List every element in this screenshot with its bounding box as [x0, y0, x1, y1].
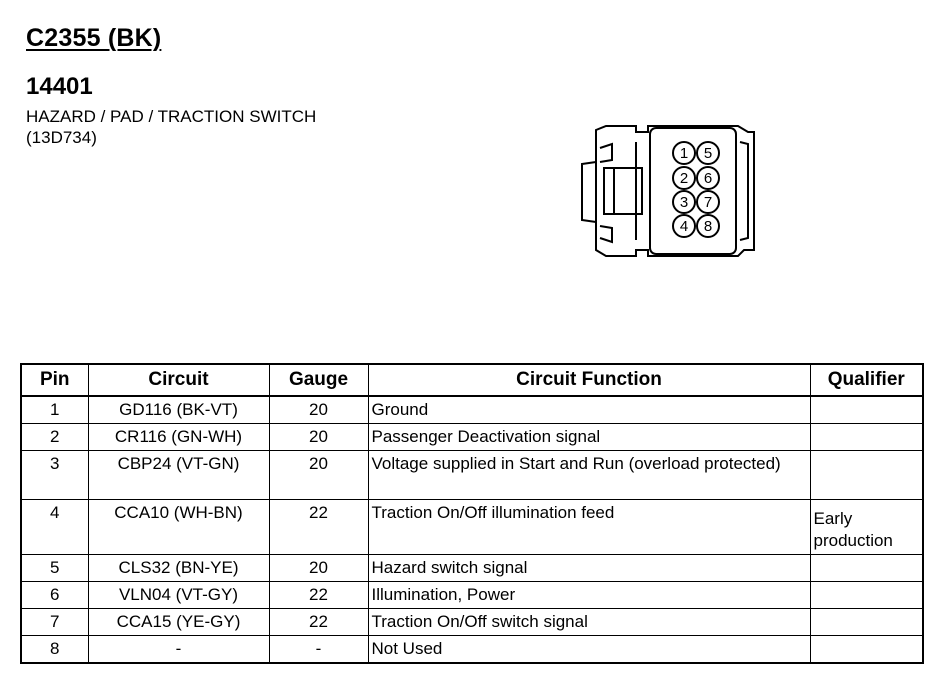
table-row: [21, 396, 923, 424]
cell-function: Illumination, Power: [368, 582, 810, 609]
cell-circuit: CR116 (GN-WH): [88, 424, 269, 451]
table-row: [21, 555, 923, 582]
cell-gauge: -: [269, 636, 368, 664]
cell-pin: 8: [21, 636, 88, 664]
cell-pin: 7: [21, 609, 88, 636]
cell-function: Traction On/Off switch signal: [368, 609, 810, 636]
cell-qualifier: [810, 636, 923, 664]
header-circuit-function: Circuit Function: [368, 364, 810, 396]
cell-function: Hazard switch signal: [368, 555, 810, 582]
cell-pin: 1: [21, 396, 88, 424]
cell-gauge: 20: [269, 555, 368, 582]
table-header-row: [21, 364, 923, 396]
cell-circuit: CCA15 (YE-GY): [88, 609, 269, 636]
connector-face-diagram: [578, 122, 762, 262]
description-name: HAZARD / PAD / TRACTION SWITCH: [26, 107, 317, 126]
component-description: [26, 106, 316, 148]
cell-function: Ground: [368, 396, 810, 424]
cell-gauge: 20: [269, 451, 368, 500]
latch-outline: [582, 162, 596, 222]
cell-qualifier: [810, 609, 923, 636]
cell-qualifier: Early production: [810, 500, 923, 555]
cell-pin: 3: [21, 451, 88, 500]
table-row: [21, 609, 923, 636]
cell-gauge: 22: [269, 609, 368, 636]
table-row: [21, 582, 923, 609]
cell-qualifier: [810, 424, 923, 451]
cell-function: Traction On/Off illumination feed: [368, 500, 810, 555]
cell-circuit: CLS32 (BN-YE): [88, 555, 269, 582]
cell-pin: 6: [21, 582, 88, 609]
cell-circuit: GD116 (BK-VT): [88, 396, 269, 424]
pin-label-2: 2: [679, 170, 689, 187]
pin-assignment-table: [20, 363, 924, 664]
cell-circuit: -: [88, 636, 269, 664]
pin-label-8: 8: [703, 218, 713, 235]
cell-qualifier: [810, 555, 923, 582]
part-number: 14401: [26, 73, 93, 100]
cell-circuit: VLN04 (VT-GY): [88, 582, 269, 609]
cell-function: Voltage supplied in Start and Run (overload protected): [368, 451, 810, 500]
cell-circuit: CBP24 (VT-GN): [88, 451, 269, 500]
connector-id-title: C2355 (BK): [26, 24, 162, 52]
cell-gauge: 22: [269, 582, 368, 609]
cell-gauge: 20: [269, 424, 368, 451]
cell-function: Passenger Deactivation signal: [368, 424, 810, 451]
pin-label-7: 7: [703, 194, 713, 211]
header-pin: Pin: [21, 364, 88, 396]
cell-gauge: 20: [269, 396, 368, 424]
header-circuit: Circuit: [88, 364, 269, 396]
cell-function: Not Used: [368, 636, 810, 664]
pin-label-1: 1: [679, 145, 689, 162]
header-qualifier: Qualifier: [810, 364, 923, 396]
cell-qualifier: [810, 582, 923, 609]
pin-label-3: 3: [679, 194, 689, 211]
description-code: (13D734): [26, 128, 97, 147]
table-row: [21, 451, 923, 500]
table-row: [21, 500, 923, 555]
cell-pin: 2: [21, 424, 88, 451]
cell-pin: 4: [21, 500, 88, 555]
table-row: [21, 636, 923, 664]
pin-label-5: 5: [703, 145, 713, 162]
cell-qualifier: [810, 451, 923, 500]
cell-pin: 5: [21, 555, 88, 582]
table-row: [21, 424, 923, 451]
cell-circuit: CCA10 (WH-BN): [88, 500, 269, 555]
pin-label-6: 6: [703, 170, 713, 187]
pin-label-4: 4: [679, 218, 689, 235]
header-gauge: Gauge: [269, 364, 368, 396]
cell-qualifier: [810, 396, 923, 424]
cell-gauge: 22: [269, 500, 368, 555]
